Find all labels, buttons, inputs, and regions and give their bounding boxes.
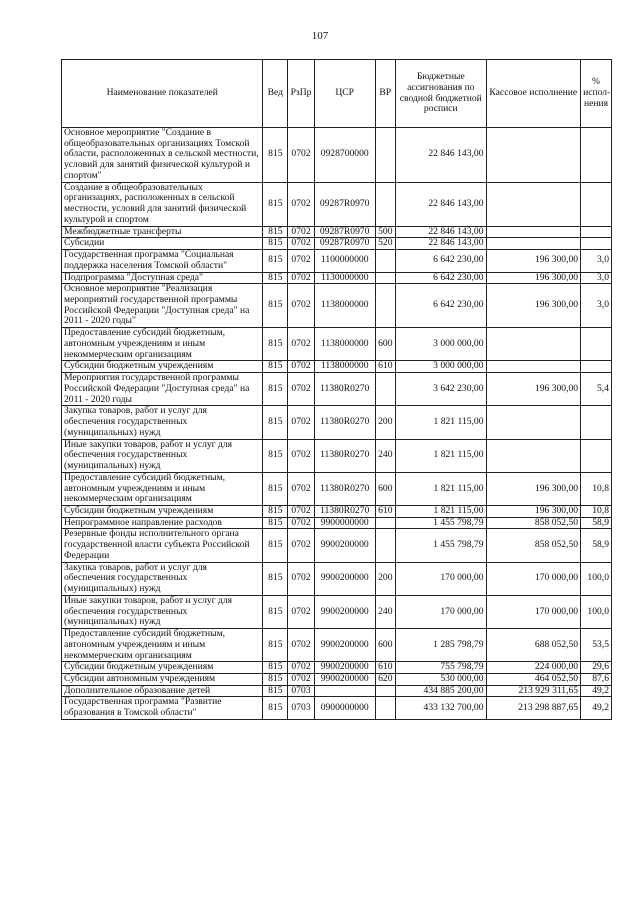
assignment-cell: 6 642 230,00 [396,284,486,328]
rzpr-cell: 0702 [288,361,315,373]
csr-cell: 9900200000 [314,529,375,562]
cash-execution-cell: 858 052,50 [486,529,581,562]
rzpr-cell: 0702 [288,505,315,517]
ved-cell: 815 [263,697,288,719]
vr-cell: 240 [375,439,396,472]
name-cell: Государственная программа "Развитие образования в Томской области" [62,697,263,719]
csr-cell: 11380R0270 [314,406,375,439]
cash-execution-cell: 196 300,00 [486,284,581,328]
rzpr-cell: 0702 [288,529,315,562]
vr-cell [375,284,396,328]
ved-cell: 815 [263,517,288,529]
execution-percent-cell: 29,6 [581,662,612,674]
table-row [62,697,612,719]
rzpr-cell: 0703 [288,685,315,697]
execution-percent-cell: 49,2 [581,685,612,697]
name-cell: Создание в общеобразовательных организациях, расположенных в сельской местности, условий для занятий физической культурой и спортом [62,182,263,226]
vr-cell [375,697,396,719]
assignment-cell: 1 455 798,79 [396,517,486,529]
table-row [62,562,612,595]
table-row [62,226,612,238]
name-cell: Предоставление субсидий бюджетным, автономным учреждениям и иным некоммерческим организациям [62,629,263,662]
header-csr: ЦСР [314,60,375,128]
execution-percent-cell: 58,9 [581,529,612,562]
assignment-cell: 530 000,00 [396,673,486,685]
assignment-cell: 3 000 000,00 [396,328,486,361]
table-row [62,505,612,517]
header-vr: ВР [375,60,396,128]
table-row [62,361,612,373]
header-rzpr: РзПр [288,60,315,128]
table-row [62,328,612,361]
ved-cell: 815 [263,182,288,226]
vr-cell: 200 [375,406,396,439]
rzpr-cell: 0702 [288,629,315,662]
execution-percent-cell [581,238,612,250]
name-cell: Закупка товаров, работ и услуг для обеспечения государственных (муниципальных) нужд [62,406,263,439]
cash-execution-cell: 170 000,00 [486,562,581,595]
vr-cell: 610 [375,662,396,674]
execution-percent-cell: 100,0 [581,595,612,628]
assignment-cell: 1 455 798,79 [396,529,486,562]
vr-cell: 600 [375,629,396,662]
execution-percent-cell: 10,8 [581,505,612,517]
header-name: Наименование показателей [62,60,263,128]
table-row [62,662,612,674]
cash-execution-cell: 464 052,50 [486,673,581,685]
vr-cell [375,182,396,226]
ved-cell: 815 [263,472,288,505]
ved-cell: 815 [263,361,288,373]
rzpr-cell: 0702 [288,406,315,439]
csr-cell: 09287R0970 [314,182,375,226]
cash-execution-cell: 688 052,50 [486,629,581,662]
cash-execution-cell: 196 300,00 [486,505,581,517]
ved-cell: 815 [263,128,288,183]
rzpr-cell: 0702 [288,182,315,226]
ved-cell: 815 [263,439,288,472]
vr-cell: 520 [375,238,396,250]
assignment-cell: 6 642 230,00 [396,272,486,284]
name-cell: Субсидии бюджетным учреждениям [62,662,263,674]
csr-cell: 11380R0270 [314,505,375,517]
vr-cell [375,373,396,406]
table-row [62,629,612,662]
execution-percent-cell: 53,5 [581,629,612,662]
rzpr-cell: 0702 [288,595,315,628]
rzpr-cell: 0702 [288,238,315,250]
assignment-cell: 1 285 798,79 [396,629,486,662]
rzpr-cell: 0702 [288,373,315,406]
ved-cell: 815 [263,595,288,628]
name-cell: Субсидии бюджетным учреждениям [62,361,263,373]
name-cell: Дополнительное образование детей [62,685,263,697]
csr-cell: 0928700000 [314,128,375,183]
cash-execution-cell [486,128,581,183]
vr-cell: 620 [375,673,396,685]
execution-percent-cell: 3,0 [581,250,612,272]
table-row [62,272,612,284]
csr-cell: 1138000000 [314,284,375,328]
vr-cell: 610 [375,361,396,373]
name-cell: Закупка товаров, работ и услуг для обеспечения государственных (муниципальных) нужд [62,562,263,595]
csr-cell: 9900200000 [314,595,375,628]
rzpr-cell: 0702 [288,562,315,595]
table-row [62,250,612,272]
rzpr-cell: 0702 [288,472,315,505]
cash-execution-cell: 196 300,00 [486,373,581,406]
execution-percent-cell: 3,0 [581,284,612,328]
name-cell: Подпрограмма "Доступная среда" [62,272,263,284]
csr-cell: 9900000000 [314,517,375,529]
csr-cell: 11380R0270 [314,439,375,472]
assignment-cell: 1 821 115,00 [396,505,486,517]
execution-percent-cell [581,406,612,439]
assignment-cell: 755 798,79 [396,662,486,674]
ved-cell: 815 [263,629,288,662]
execution-percent-cell: 5,4 [581,373,612,406]
csr-cell: 0900000000 [314,697,375,719]
rzpr-cell: 0702 [288,272,315,284]
csr-cell: 1138000000 [314,328,375,361]
cash-execution-cell: 858 052,50 [486,517,581,529]
execution-percent-cell [581,439,612,472]
cash-execution-cell [486,361,581,373]
table-row [62,238,612,250]
execution-percent-cell: 10,8 [581,472,612,505]
ved-cell: 815 [263,238,288,250]
assignment-cell: 170 000,00 [396,562,486,595]
vr-cell: 610 [375,505,396,517]
execution-percent-cell: 58,9 [581,517,612,529]
cash-execution-cell: 213 929 311,65 [486,685,581,697]
rzpr-cell: 0703 [288,697,315,719]
ved-cell: 815 [263,562,288,595]
name-cell: Предоставление субсидий бюджетным, автономным учреждениям и иным некоммерческим организациям [62,472,263,505]
cash-execution-cell: 196 300,00 [486,472,581,505]
assignment-cell: 1 821 115,00 [396,439,486,472]
table-row [62,517,612,529]
cash-execution-cell [486,328,581,361]
assignment-cell: 170 000,00 [396,595,486,628]
csr-cell: 11380R0270 [314,472,375,505]
vr-cell: 600 [375,328,396,361]
page-number: 107 [311,30,329,42]
header-ved: Вед [263,60,288,128]
vr-cell [375,529,396,562]
name-cell: Иные закупки товаров, работ и услуг для обеспечения государственных (муниципальных) нужд [62,595,263,628]
execution-percent-cell [581,226,612,238]
assignment-cell: 3 000 000,00 [396,361,486,373]
csr-cell: 09287R0970 [314,238,375,250]
rzpr-cell: 0702 [288,128,315,183]
assignment-cell: 22 846 143,00 [396,238,486,250]
execution-percent-cell [581,128,612,183]
vr-cell: 600 [375,472,396,505]
vr-cell [375,128,396,183]
assignment-cell: 6 642 230,00 [396,250,486,272]
ved-cell: 815 [263,226,288,238]
header-execution-percent: % испол-нения [581,60,612,128]
table-row [62,472,612,505]
rzpr-cell: 0702 [288,439,315,472]
vr-cell: 500 [375,226,396,238]
table-row [62,182,612,226]
csr-cell [314,685,375,697]
name-cell: Основное мероприятие "Создание в общеобразовательных организациях Томской области, расположенных в сельской местности, условий для занятий физической культурой и спортом" [62,128,263,183]
name-cell: Мероприятия государственной программы Российской Федерации "Доступная среда" на 2011 - 2020 годы [62,373,263,406]
table-row [62,406,612,439]
vr-cell [375,517,396,529]
cash-execution-cell: 196 300,00 [486,250,581,272]
table-row [62,529,612,562]
rzpr-cell: 0702 [288,517,315,529]
table-row [62,673,612,685]
name-cell: Межбюджетные трансферты [62,226,263,238]
name-cell: Непрограммное направление расходов [62,517,263,529]
ved-cell: 815 [263,673,288,685]
rzpr-cell: 0702 [288,226,315,238]
table-row [62,284,612,328]
cash-execution-cell [486,406,581,439]
cash-execution-cell: 213 298 887,65 [486,697,581,719]
assignment-cell: 22 846 143,00 [396,226,486,238]
ved-cell: 815 [263,373,288,406]
name-cell: Субсидии [62,238,263,250]
assignment-cell: 3 642 230,00 [396,373,486,406]
csr-cell: 11380R0270 [314,373,375,406]
table-row [62,685,612,697]
name-cell: Основное мероприятие "Реализация мероприятий государственной программы Российской Федерации "Доступная среда" на 2011 - 2020 годы" [62,284,263,328]
cash-execution-cell: 224 000,00 [486,662,581,674]
name-cell: Резервные фонды исполнительного органа государственной власти субъекта Российской Федерации [62,529,263,562]
header-cash-execution: Кассовое исполнение [486,60,581,128]
table-body [62,128,612,720]
name-cell: Государственная программа "Социальная поддержка населения Томской области" [62,250,263,272]
ved-cell: 815 [263,406,288,439]
csr-cell: 9900200000 [314,562,375,595]
rzpr-cell: 0702 [288,662,315,674]
header-assignments: Бюджетные ассигнования по сводной бюджетной росписи [396,60,486,128]
cash-execution-cell [486,226,581,238]
execution-percent-cell: 49,2 [581,697,612,719]
csr-cell: 9900200000 [314,673,375,685]
rzpr-cell: 0702 [288,328,315,361]
table-row [62,439,612,472]
ved-cell: 815 [263,328,288,361]
assignment-cell: 1 821 115,00 [396,472,486,505]
table-row [62,595,612,628]
csr-cell: 9900200000 [314,662,375,674]
rzpr-cell: 0702 [288,284,315,328]
ved-cell: 815 [263,529,288,562]
vr-cell [375,272,396,284]
execution-percent-cell: 100,0 [581,562,612,595]
csr-cell: 9900200000 [314,629,375,662]
execution-percent-cell: 3,0 [581,272,612,284]
ved-cell: 815 [263,250,288,272]
execution-percent-cell [581,361,612,373]
execution-percent-cell: 87,6 [581,673,612,685]
csr-cell: 1130000000 [314,272,375,284]
ved-cell: 815 [263,685,288,697]
cash-execution-cell [486,238,581,250]
name-cell: Субсидии автономным учреждениям [62,673,263,685]
ved-cell: 815 [263,284,288,328]
vr-cell [375,250,396,272]
cash-execution-cell: 170 000,00 [486,595,581,628]
name-cell: Иные закупки товаров, работ и услуг для обеспечения государственных (муниципальных) нужд [62,439,263,472]
execution-percent-cell [581,328,612,361]
rzpr-cell: 0702 [288,250,315,272]
budget-table [61,59,612,720]
csr-cell: 09287R0970 [314,226,375,238]
csr-cell: 1138000000 [314,361,375,373]
rzpr-cell: 0702 [288,673,315,685]
cash-execution-cell [486,439,581,472]
table-row [62,128,612,183]
ved-cell: 815 [263,662,288,674]
vr-cell: 240 [375,595,396,628]
ved-cell: 815 [263,505,288,517]
execution-percent-cell [581,182,612,226]
assignment-cell: 22 846 143,00 [396,128,486,183]
cash-execution-cell: 196 300,00 [486,272,581,284]
cash-execution-cell [486,182,581,226]
ved-cell: 815 [263,272,288,284]
assignment-cell: 434 885 200,00 [396,685,486,697]
vr-cell: 200 [375,562,396,595]
table-row [62,373,612,406]
name-cell: Предоставление субсидий бюджетным, автономным учреждениям и иным некоммерческим организациям [62,328,263,361]
table-header-row [62,60,612,128]
assignment-cell: 22 846 143,00 [396,182,486,226]
vr-cell [375,685,396,697]
csr-cell: 1100000000 [314,250,375,272]
assignment-cell: 1 821 115,00 [396,406,486,439]
assignment-cell: 433 132 700,00 [396,697,486,719]
name-cell: Субсидии бюджетным учреждениям [62,505,263,517]
